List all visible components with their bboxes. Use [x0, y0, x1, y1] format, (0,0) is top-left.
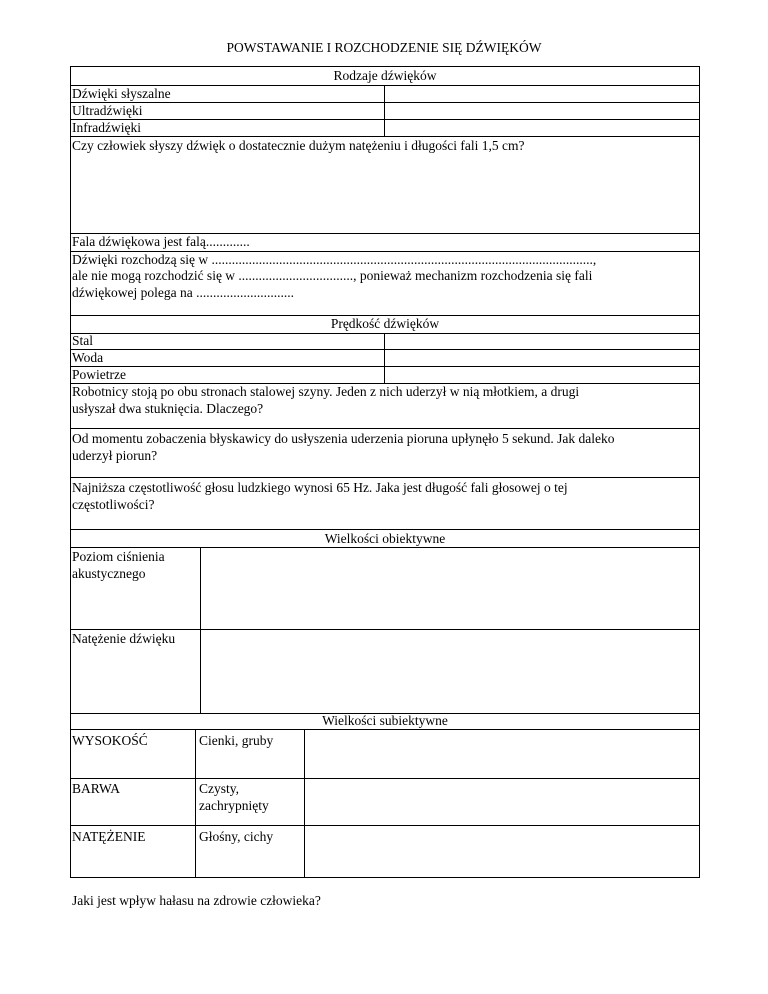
- fill-propagation-line1: Dźwięki rozchodzą się w .................................................................................................................,: [72, 252, 597, 267]
- question-rail-line1: Robotnicy stoją po obu stronach stalowej szyny. Jeden z nich uderzył w nią młotkiem, a drugi: [72, 384, 580, 399]
- row-water-label: Woda: [72, 350, 104, 365]
- divider: [70, 529, 700, 530]
- row-timbre-desc-line2: zachrypnięty: [199, 798, 269, 813]
- divider: [70, 333, 700, 334]
- row-ultrasound-label: Ultradźwięki: [72, 103, 143, 118]
- row-pitch-desc: Cienki, gruby: [199, 733, 274, 748]
- divider: [70, 102, 700, 103]
- divider: [70, 547, 700, 548]
- divider: [70, 428, 700, 429]
- question-wavelength-line1: Najniższa częstotliwość głosu ludzkiego wynosi 65 Hz. Jaka jest długość fali głosowej o tej: [72, 480, 568, 495]
- question-rail-line2: usłyszał dwa stuknięcia. Dlaczego?: [72, 401, 264, 416]
- divider: [70, 349, 700, 350]
- row-audible-label: Dźwięki słyszalne: [72, 86, 171, 101]
- column-divider: [384, 85, 385, 136]
- row-pressure-label-line1: Poziom ciśnienia: [72, 549, 165, 564]
- column-divider: [384, 333, 385, 383]
- row-air-label: Powietrze: [72, 367, 126, 382]
- divider: [70, 778, 700, 779]
- question-wavelength-line2: częstotliwości?: [72, 497, 155, 512]
- question-hearing: Czy człowiek słyszy dźwięk o dostatecznie dużym natężeniu i długości fali 1,5 cm?: [72, 138, 525, 153]
- row-intensity-label: Natężenie dźwięku: [72, 631, 176, 646]
- question-lightning-line2: uderzył piorun?: [72, 448, 158, 463]
- divider: [70, 729, 700, 730]
- row-timbre-label: BARWA: [72, 781, 121, 796]
- row-loudness-label: NATĘŻENIE: [72, 829, 146, 844]
- column-divider: [304, 729, 305, 878]
- row-pressure-label-line2: akustycznego: [72, 566, 146, 581]
- row-pitch-label: WYSOKOŚĆ: [72, 733, 148, 748]
- question-noise: Jaki jest wpływ hałasu na zdrowie człowieka?: [72, 893, 321, 908]
- row-loudness-desc: Głośny, cichy: [199, 829, 274, 844]
- types-header: Rodzaje dźwięków: [333, 68, 437, 83]
- subjective-header: Wielkości subiektywne: [322, 713, 448, 728]
- divider: [70, 119, 700, 120]
- row-infrasound-label: Infradźwięki: [72, 120, 141, 135]
- divider: [70, 477, 700, 478]
- row-steel-label: Stal: [72, 333, 94, 348]
- fill-propagation-line3: dźwiękowej polega na .............................: [72, 285, 294, 300]
- divider: [70, 136, 700, 137]
- divider: [70, 366, 700, 367]
- question-lightning-line1: Od momentu zobaczenia błyskawicy do usłyszenia uderzenia pioruna upłynęło 5 sekund. Jak daleko: [72, 431, 615, 446]
- column-divider: [200, 547, 201, 713]
- divider: [70, 629, 700, 630]
- objective-header: Wielkości obiektywne: [324, 531, 446, 546]
- worksheet-table: [70, 66, 700, 878]
- fill-propagation-line2: ale nie mogą rozchodzić się w .................................., ponieważ mechanizm rozchodzenia się fali: [72, 268, 593, 283]
- row-timbre-desc-line1: Czysty,: [199, 781, 239, 796]
- fill-wave-type: Fala dźwiękowa jest falą.............: [72, 234, 250, 249]
- page-title: POWSTAWANIE I ROZCHODZENIE SIĘ DŹWIĘKÓW: [226, 40, 542, 55]
- divider: [70, 825, 700, 826]
- speed-header: Prędkość dźwięków: [330, 316, 440, 331]
- column-divider: [195, 729, 196, 878]
